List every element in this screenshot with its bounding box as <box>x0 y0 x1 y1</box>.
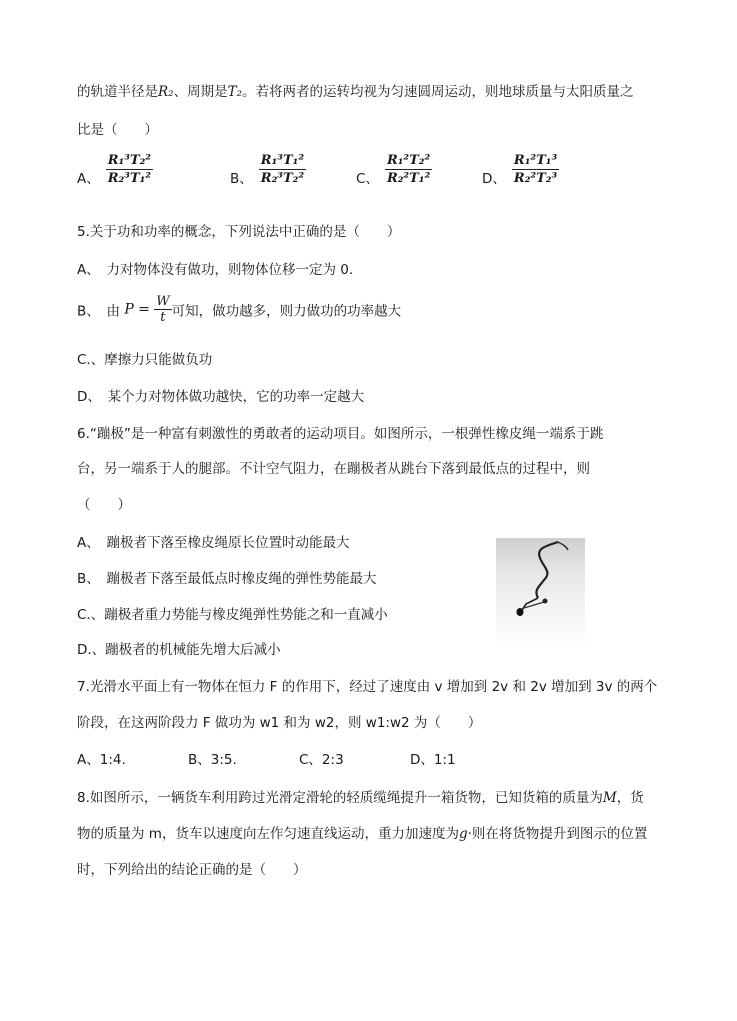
option-fraction <box>385 152 432 187</box>
q8-stem-line3: 时，下列给出的结论正确的是（ ） <box>77 862 307 878</box>
frac-numerator: R₁³T₁² <box>260 153 305 168</box>
option-fraction <box>106 152 153 187</box>
option-label: D、 <box>482 171 506 187</box>
q8-text: 8.如图所示，一辆货车利用跨过光滑定滑轮的轻质缆绳提升一箱货物，已知货箱的质量为 <box>77 790 603 806</box>
q7-option-d: D、1:1 <box>410 752 456 768</box>
frac-numerator: R₁²T₂² <box>386 153 431 168</box>
q7-stem-line2: 阶段，在这两阶段力 F 做功为 w1 和为 w2，则 w1:w2 为（ ） <box>77 715 482 731</box>
q5-option-b <box>77 294 401 325</box>
option-label: B、 <box>230 171 253 187</box>
q4-option-d <box>482 152 559 187</box>
q4-option-c <box>356 152 432 187</box>
q5-option-d: D、 某个力对物体做功越快，它的功率一定越大 <box>77 389 365 405</box>
q8-text: ·则在将货物提升到图示的位置 <box>467 826 648 842</box>
q6-stem-line1: 6.“蹦极”是一种富有刺激性的勇敢者的运动项目。如图所示，一根弹性橡皮绳一端系于跳 <box>77 426 604 442</box>
q8-stem-line1 <box>77 786 644 806</box>
q8-text: 物的质量为 m，货车以速度向左作匀速直线运动，重力加速度为 <box>77 826 459 842</box>
q4-option-a <box>77 152 153 187</box>
q4-text: 的轨道半径是 <box>77 84 158 100</box>
frac-denominator: t <box>160 310 166 325</box>
mass-symbol: M <box>602 790 617 806</box>
option-label: A、 <box>77 171 100 187</box>
q5-option-c: C.、摩擦力只能做负功 <box>77 352 213 368</box>
formula-fraction <box>154 294 171 325</box>
q4-text: 。若将两者的运转均视为匀速圆周运动，则地球质量与太阳质量之 <box>242 84 634 100</box>
frac-denominator: R₂²T₂³ <box>513 171 558 186</box>
q5-stem: 5.关于功和功率的概念，下列说法中正确的是（ ） <box>77 224 401 240</box>
frac-numerator: R₁²T₁³ <box>513 153 558 168</box>
q8-text: ，货 <box>616 790 644 806</box>
q8-stem-line2 <box>77 822 647 842</box>
q6-option-a: A、 蹦极者下落至橡皮绳原长位置时动能最大 <box>77 535 350 551</box>
q7-option-a: A、1:4. <box>77 752 126 768</box>
q4-stem-line2: 比是（ ） <box>77 122 158 138</box>
q6-option-d: D.、蹦极者的机械能先增大后减小 <box>77 642 281 658</box>
frac-denominator: R₂²T₁² <box>386 171 431 186</box>
q4-text: 、周期是 <box>173 84 228 100</box>
q6-stem-line2: 台，另一端系于人的腿部。不计空气阻力，在蹦极者从跳台下落到最低点的过程中，则 <box>77 461 590 477</box>
q4-option-b <box>230 152 306 187</box>
frac-denominator: R₂³T₂² <box>260 171 305 186</box>
option-label: C、 <box>356 171 379 187</box>
option-fraction <box>259 152 306 187</box>
q6-option-b: B、 蹦极者下落至最低点时橡皮绳的弹性势能最大 <box>77 571 377 587</box>
q4-stem-line1 <box>77 80 634 100</box>
q5-option-a: A、 力对物体没有做功，则物体位移一定为 0. <box>77 262 354 278</box>
q6-option-c: C.、蹦极者重力势能与橡皮绳弹性势能之和一直减小 <box>77 607 388 623</box>
frac-denominator: R₂³T₁² <box>107 171 152 186</box>
q6-stem-line3: （ ） <box>77 497 131 513</box>
t2-symbol: T₂ <box>227 84 242 100</box>
frac-numerator: W <box>156 294 170 309</box>
option-text: 可知，做功越多，则力做功的功率越大 <box>171 303 402 320</box>
bungee-jump-photo <box>496 538 585 651</box>
q7-stem-line1: 7.光滑水平面上有一物体在恒力 F 的作用下，经过了速度由 v 增加到 2v 和 2v 增加到 3v 的两个 <box>77 679 658 695</box>
q7-option-b: B、3:5. <box>188 752 237 768</box>
formula-lhs: P = <box>124 301 150 318</box>
q7-option-c: C、2:3 <box>299 752 344 768</box>
option-text: B、 由 <box>77 303 121 320</box>
frac-numerator: R₁³T₂² <box>107 153 152 168</box>
r2-symbol: R₂ <box>158 84 174 100</box>
option-fraction <box>512 152 559 187</box>
gravity-symbol: g <box>458 826 468 842</box>
